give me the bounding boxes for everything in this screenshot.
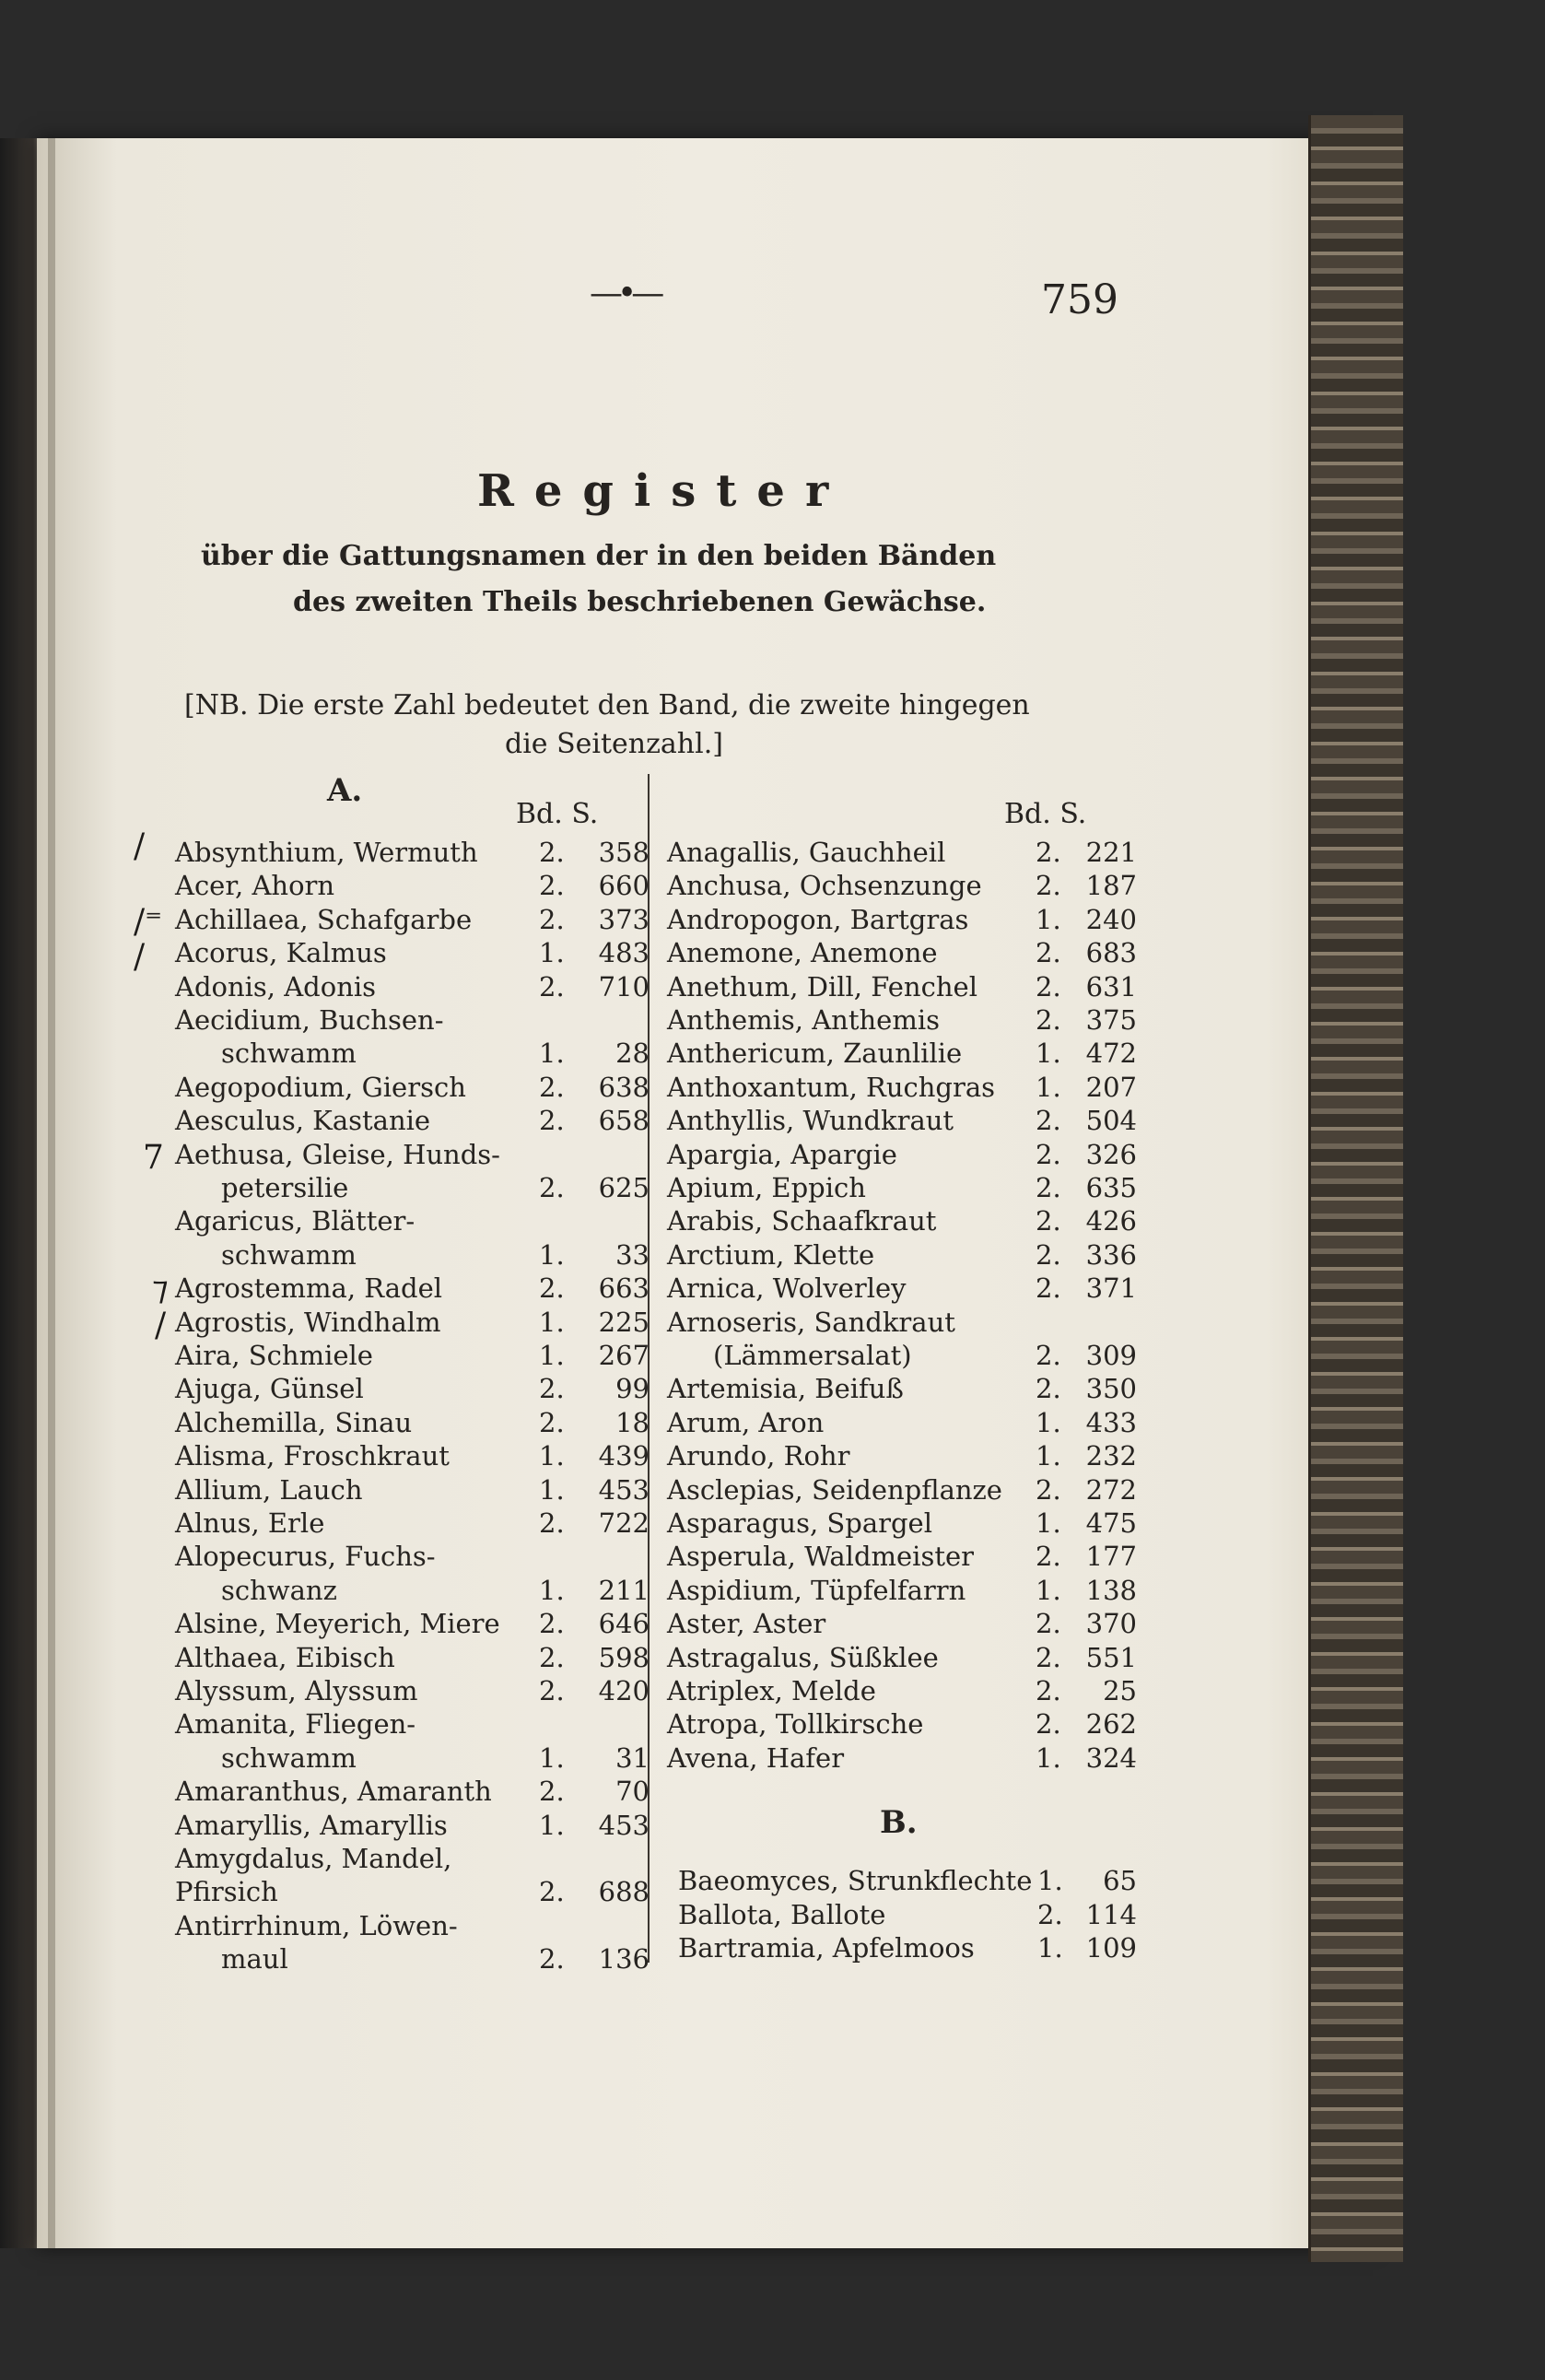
entry-volume: 2. — [539, 1071, 565, 1103]
entry-name: Atropa, Tollkirsche — [667, 1708, 924, 1741]
entry-page: 221 — [1085, 837, 1137, 868]
entry-volume: 2. — [539, 1373, 565, 1405]
entry-name: Aira, Schmiele — [175, 1340, 373, 1371]
entry-name: Asclepias, Seidenpflanze — [667, 1473, 1002, 1506]
entry-volume: 2. — [1037, 1898, 1063, 1930]
entry-page: 375 — [1085, 1004, 1137, 1036]
entry-page: 504 — [1085, 1105, 1137, 1137]
entry-volume: 2. — [539, 1608, 565, 1640]
entry-name: Ballota, Ballote — [678, 1898, 886, 1930]
entry-page: 99 — [615, 1373, 650, 1405]
margin-mark: 7 — [143, 1139, 164, 1177]
entry-page: 324 — [1085, 1741, 1137, 1774]
entry-page: 371 — [1085, 1272, 1137, 1305]
entry-name: Aegopodium, Giersch — [175, 1071, 466, 1103]
entry-volume: 2. — [1036, 1373, 1061, 1405]
entry-volume: 2. — [1036, 1340, 1061, 1371]
entry-volume: 2. — [1036, 870, 1061, 902]
entry-volume: 1. — [539, 1473, 565, 1506]
entry-volume: 1. — [1036, 1406, 1061, 1438]
entry-volume: 2. — [1036, 1238, 1061, 1271]
entry-volume: 2. — [539, 1776, 565, 1808]
entry-name: Agaricus, Blätter- — [175, 1205, 416, 1237]
worn-page-edge — [1308, 115, 1403, 2262]
section-letter-b: B. — [880, 1804, 918, 1841]
entry-name: Antirrhinum, Löwen- — [175, 1909, 458, 1941]
entry-name: Arabis, Schaafkraut — [667, 1205, 937, 1237]
entry-page: 65 — [1103, 1865, 1137, 1896]
entry-name: Anthericum, Zaunlilie — [667, 1038, 963, 1070]
entry-page: 658 — [598, 1105, 650, 1137]
entry-page: 232 — [1085, 1440, 1137, 1472]
entry-name: Agrostis, Windhalm — [175, 1306, 441, 1338]
entry-page: 262 — [1085, 1708, 1137, 1741]
note-line-2: die Seitenzahl.] — [505, 728, 723, 760]
entry-page: 336 — [1085, 1238, 1137, 1271]
entry-name: Amanita, Fliegen- — [175, 1708, 416, 1741]
entry-name: Arnica, Wolverley — [667, 1272, 907, 1305]
entry-name: Arnoseris, Sandkraut — [667, 1306, 955, 1338]
entry-volume: 1. — [1036, 1071, 1061, 1103]
entry-volume: 2. — [539, 1272, 565, 1305]
entry-volume: 1. — [539, 937, 565, 969]
entry-page: 551 — [1085, 1641, 1137, 1673]
entry-page: 138 — [1085, 1574, 1137, 1606]
entry-name: Anthyllis, Wundkraut — [667, 1105, 954, 1137]
entry-volume: 2. — [1036, 970, 1061, 1002]
entry-name: Bartramia, Apfelmoos — [678, 1932, 975, 1964]
entry-volume: 1. — [539, 1238, 565, 1271]
entry-volume: 2. — [539, 1943, 565, 1976]
entry-page: 28 — [615, 1038, 650, 1070]
entry-page: 663 — [598, 1272, 650, 1305]
entry-page: 114 — [1085, 1898, 1137, 1930]
subtitle-line-2: des zweiten Theils beschriebenen Gewächse. — [293, 586, 987, 618]
entry-page: 635 — [1085, 1172, 1137, 1203]
entry-page: 475 — [1085, 1507, 1137, 1539]
entry-volume: 1. — [539, 1741, 565, 1774]
entry-name: Alisma, Froschkraut — [175, 1440, 450, 1472]
margin-mark: ⁊ — [152, 1270, 169, 1307]
entry-name: Atriplex, Melde — [667, 1675, 876, 1706]
entry-page: 211 — [598, 1574, 650, 1606]
entry-page: 453 — [598, 1809, 650, 1841]
entry-name: Anchusa, Ochsenzunge — [667, 870, 982, 902]
page-gutter — [48, 138, 55, 2248]
entry-page: 109 — [1085, 1932, 1137, 1964]
entry-name: Amaryllis, Amaryllis — [175, 1809, 448, 1841]
entry-name: Alopecurus, Fuchs- — [175, 1541, 436, 1573]
entry-volume: 2. — [1036, 937, 1061, 969]
entry-page: 70 — [615, 1776, 650, 1808]
page-number: 759 — [1041, 276, 1118, 323]
entry-volume: 1. — [539, 1038, 565, 1070]
entry-volume: 2. — [1036, 1138, 1061, 1170]
entry-page: 136 — [598, 1943, 650, 1976]
entry-volume: 2. — [539, 970, 565, 1002]
entry-page: 688 — [598, 1876, 650, 1908]
entry-page: 187 — [1085, 870, 1137, 902]
entry-name: Alnus, Erle — [175, 1507, 325, 1539]
entry-name: Astragalus, Süßklee — [667, 1641, 939, 1673]
entry-name: Pfirsich — [175, 1876, 278, 1908]
entry-name: Alsine, Meyerich, Miere — [175, 1608, 500, 1640]
left-column-header: Bd. S. — [516, 798, 599, 830]
entry-page: 710 — [598, 970, 650, 1002]
entry-name: Aesculus, Kastanie — [175, 1105, 431, 1137]
entry-name: Amaranthus, Amaranth — [175, 1776, 492, 1808]
entry-volume: 2. — [539, 1406, 565, 1438]
entry-page: 660 — [598, 870, 650, 902]
entry-page: 31 — [615, 1741, 650, 1774]
entry-name: Artemisia, Beifuß — [667, 1373, 904, 1405]
entry-name: Althaea, Eibisch — [175, 1641, 395, 1673]
entry-page: 225 — [598, 1306, 650, 1338]
entry-volume: 2. — [539, 870, 565, 902]
entry-volume: 1. — [1036, 1741, 1061, 1774]
entry-volume: 2. — [1036, 1205, 1061, 1237]
entry-page: 350 — [1085, 1373, 1137, 1405]
entry-page: 646 — [598, 1608, 650, 1640]
entry-volume: 2. — [539, 1172, 565, 1203]
entry-volume: 2. — [1036, 1172, 1061, 1203]
entry-name: Aecidium, Buchsen- — [175, 1004, 444, 1036]
margin-mark: / — [134, 827, 146, 865]
entry-volume: 2. — [539, 1641, 565, 1673]
entry-name: petersilie — [221, 1172, 349, 1203]
entry-page: 426 — [1085, 1205, 1137, 1237]
entry-volume: 1. — [1036, 1507, 1061, 1539]
entry-page: 683 — [1085, 937, 1137, 969]
entry-name: Absynthium, Wermuth — [175, 837, 478, 868]
entry-volume: 2. — [539, 1105, 565, 1137]
entry-volume: 1. — [539, 1809, 565, 1841]
entry-name: Anthoxantum, Ruchgras — [667, 1071, 996, 1103]
subtitle-line-1: über die Gattungsnamen der in den beiden Bänden — [201, 540, 997, 572]
entry-page: 722 — [598, 1507, 650, 1539]
entry-page: 439 — [598, 1440, 650, 1472]
entry-name: Amygdalus, Mandel, — [175, 1843, 452, 1874]
entry-name: Alchemilla, Sinau — [175, 1406, 413, 1438]
entry-volume: 2. — [539, 837, 565, 868]
entry-name: Allium, Lauch — [175, 1473, 363, 1506]
entry-volume: 1. — [1037, 1932, 1063, 1964]
entry-name: Adonis, Adonis — [175, 970, 377, 1002]
entry-name: Arum, Aron — [667, 1406, 825, 1438]
entry-name: Asperula, Waldmeister — [667, 1541, 975, 1573]
entry-page: 358 — [598, 837, 650, 868]
section-letter-a: A. — [327, 772, 363, 809]
entry-page: 33 — [615, 1238, 650, 1271]
entry-page: 309 — [1085, 1340, 1137, 1371]
entry-page: 207 — [1085, 1071, 1137, 1103]
entry-volume: 1. — [539, 1574, 565, 1606]
entry-name: Acer, Ahorn — [175, 870, 335, 902]
entry-name: Alyssum, Alyssum — [175, 1675, 418, 1706]
entry-page: 272 — [1085, 1473, 1137, 1506]
entry-name: Aspidium, Tüpfelfarrn — [667, 1574, 966, 1606]
entry-name: Asparagus, Spargel — [667, 1507, 932, 1539]
note-line-1: [NB. Die erste Zahl bedeutet den Band, die zweite hingegen — [184, 689, 1030, 721]
entry-page: 25 — [1103, 1675, 1137, 1706]
entry-page: 638 — [598, 1071, 650, 1103]
entry-name: Avena, Hafer — [667, 1741, 845, 1774]
entry-name: maul — [221, 1943, 288, 1976]
header-ornament: —•— — [590, 275, 660, 312]
entry-page: 18 — [615, 1406, 650, 1438]
entry-page: 433 — [1085, 1406, 1137, 1438]
entry-page: 420 — [598, 1675, 650, 1706]
entry-name: schwanz — [221, 1574, 337, 1606]
entry-name: Anethum, Dill, Fenchel — [667, 970, 977, 1002]
entry-volume: 2. — [1036, 1004, 1061, 1036]
entry-page: 373 — [598, 903, 650, 935]
entry-volume: 1. — [539, 1340, 565, 1371]
entry-volume: 2. — [1036, 1272, 1061, 1305]
entry-volume: 2. — [1036, 837, 1061, 868]
margin-mark: / — [155, 1307, 167, 1344]
entry-volume: 2. — [539, 1675, 565, 1706]
entry-volume: 1. — [1037, 1865, 1063, 1896]
entry-name: Baeomyces, Strunkflechte — [678, 1865, 1033, 1896]
entry-page: 631 — [1085, 970, 1137, 1002]
entry-name: Aster, Aster — [667, 1608, 826, 1640]
entry-volume: 2. — [1036, 1105, 1061, 1137]
entry-page: 483 — [598, 937, 650, 969]
entry-name: (Lämmersalat) — [713, 1340, 912, 1371]
entry-page: 177 — [1085, 1541, 1137, 1573]
entry-volume: 1. — [1036, 1038, 1061, 1070]
entry-volume: 2. — [1036, 1608, 1061, 1640]
margin-mark: /⁼ — [134, 903, 163, 941]
entry-name: Andropogon, Bartgras — [667, 903, 969, 935]
entry-name: schwamm — [221, 1038, 357, 1070]
entry-volume: 1. — [1036, 1440, 1061, 1472]
entry-page: 472 — [1085, 1038, 1137, 1070]
entry-page: 598 — [598, 1641, 650, 1673]
entry-name: Acorus, Kalmus — [175, 937, 387, 969]
entry-name: Agrostemma, Radel — [175, 1272, 443, 1305]
entry-page: 370 — [1085, 1608, 1137, 1640]
entry-volume: 2. — [1036, 1541, 1061, 1573]
entry-volume: 2. — [539, 1507, 565, 1539]
entry-page: 240 — [1085, 903, 1137, 935]
entry-volume: 2. — [1036, 1708, 1061, 1741]
entry-name: Aethusa, Gleise, Hunds- — [175, 1138, 500, 1170]
entry-volume: 2. — [1036, 1675, 1061, 1706]
entry-name: schwamm — [221, 1741, 357, 1774]
entry-volume: 2. — [1036, 1473, 1061, 1506]
entry-name: Arundo, Rohr — [667, 1440, 850, 1472]
entry-name: Anagallis, Gauchheil — [667, 837, 946, 868]
entry-name: Ajuga, Günsel — [175, 1373, 364, 1405]
entry-name: Anthemis, Anthemis — [667, 1004, 940, 1036]
register-heading: Register — [477, 465, 849, 517]
entry-volume: 1. — [1036, 1574, 1061, 1606]
entry-volume: 1. — [539, 1440, 565, 1472]
margin-mark: / — [134, 938, 146, 976]
entry-page: 625 — [598, 1172, 650, 1203]
entry-name: Arctium, Klette — [667, 1238, 875, 1271]
entry-page: 453 — [598, 1473, 650, 1506]
entry-page: 326 — [1085, 1138, 1137, 1170]
entry-name: Apargia, Apargie — [667, 1138, 897, 1170]
entry-name: schwamm — [221, 1238, 357, 1271]
entry-name: Achillaea, Schafgarbe — [175, 903, 473, 935]
entry-name: Apium, Eppich — [667, 1172, 866, 1203]
entry-volume: 2. — [539, 903, 565, 935]
entry-page: 267 — [598, 1340, 650, 1371]
entry-volume: 1. — [539, 1306, 565, 1338]
entry-volume: 2. — [1036, 1641, 1061, 1673]
entry-name: Anemone, Anemone — [667, 937, 938, 969]
right-column-header: Bd. S. — [1004, 798, 1087, 830]
entry-volume: 1. — [1036, 903, 1061, 935]
entry-volume: 2. — [539, 1876, 565, 1908]
